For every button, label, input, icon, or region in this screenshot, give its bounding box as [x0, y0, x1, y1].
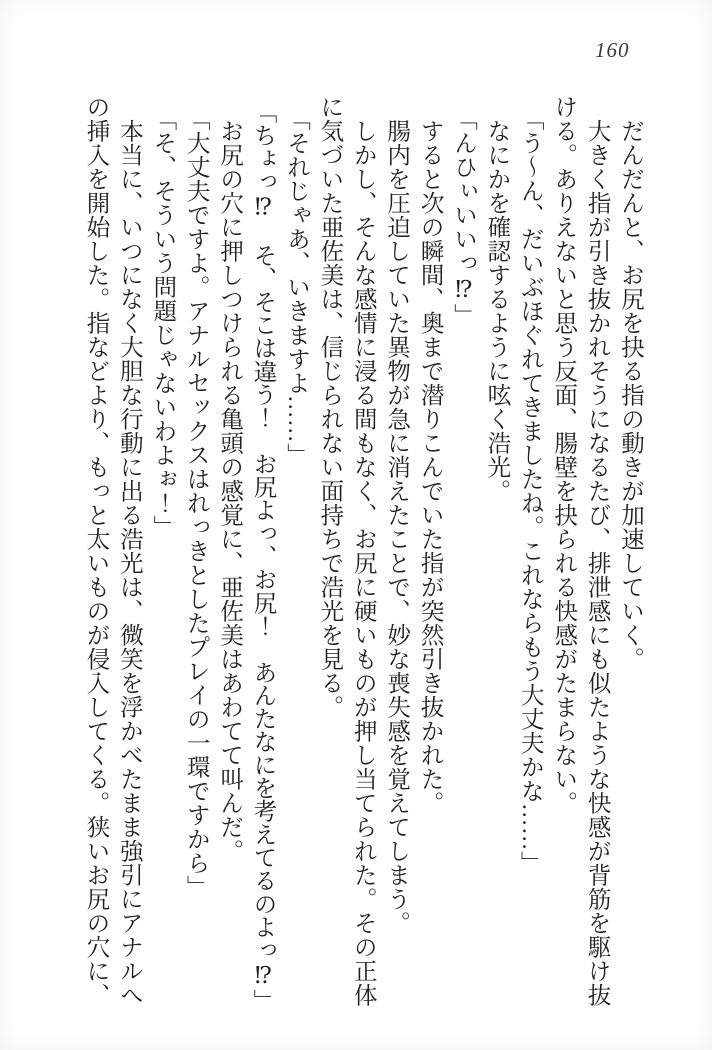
paragraph: 大きく指が引き抜かれそうになるたび、排泄感にも似たような快感が背筋を駆け抜ける。ありえないと思う反面、腸壁を抉られる快感がたまらない。: [550, 95, 610, 1007]
paragraph-dialogue: 「んひぃいいっ⁉」: [449, 106, 476, 328]
paragraph: お尻の穴に押しつけられる亀頭の感覚に、亜佐美はあわてて叫んだ。: [216, 118, 243, 863]
paragraph-dialogue: 「う～ん、だいぶほぐれてきましたね。これならもう大丈夫かな……」: [516, 106, 543, 875]
paragraph: なにかを確認するように呟く浩光。: [483, 118, 510, 503]
paragraph: しかし、そんな感情に浸る間もなく、お尻に硬いものが押し当てられた。その正体に気づいた亜佐美は、信じられない面持ちで浩光を見る。: [316, 95, 376, 1007]
paragraph-dialogue: 「それじゃあ、いきますよ……」: [282, 106, 309, 467]
paragraph: 本当に、いつになく大胆な行動に出る浩光は、微笑を浮かべたまま強引にアナルへの挿入を開始した。指などより、もっと太いものが侵入してくる。狭いお尻の穴に、: [82, 95, 142, 1007]
paragraph-dialogue: 「大丈夫ですよ。アナルセックスはれっきとしたプレイの一環ですから」: [182, 106, 209, 899]
paragraph: だんだんと、お尻を抉る指の動きが加速していく。: [617, 118, 643, 671]
page-text: [78, 95, 646, 1010]
paragraph-dialogue: 「そ、そういう問題じゃないわよぉ！」: [149, 106, 176, 539]
paragraph-dialogue: 「ちょっ⁉ そ、そこは違う！ お尻よっ、お尻！ あんたなにを考えてるのよっ⁉」: [249, 99, 276, 1012]
paragraph: 腸内を圧迫していた異物が急に消えたことで、妙な喪失感を覚えてしまう。: [383, 118, 410, 935]
paragraph: すると次の瞬間、奥まで潜りこんでいた指が突然引き抜かれた。: [416, 118, 443, 815]
page-number: 160: [595, 38, 630, 62]
